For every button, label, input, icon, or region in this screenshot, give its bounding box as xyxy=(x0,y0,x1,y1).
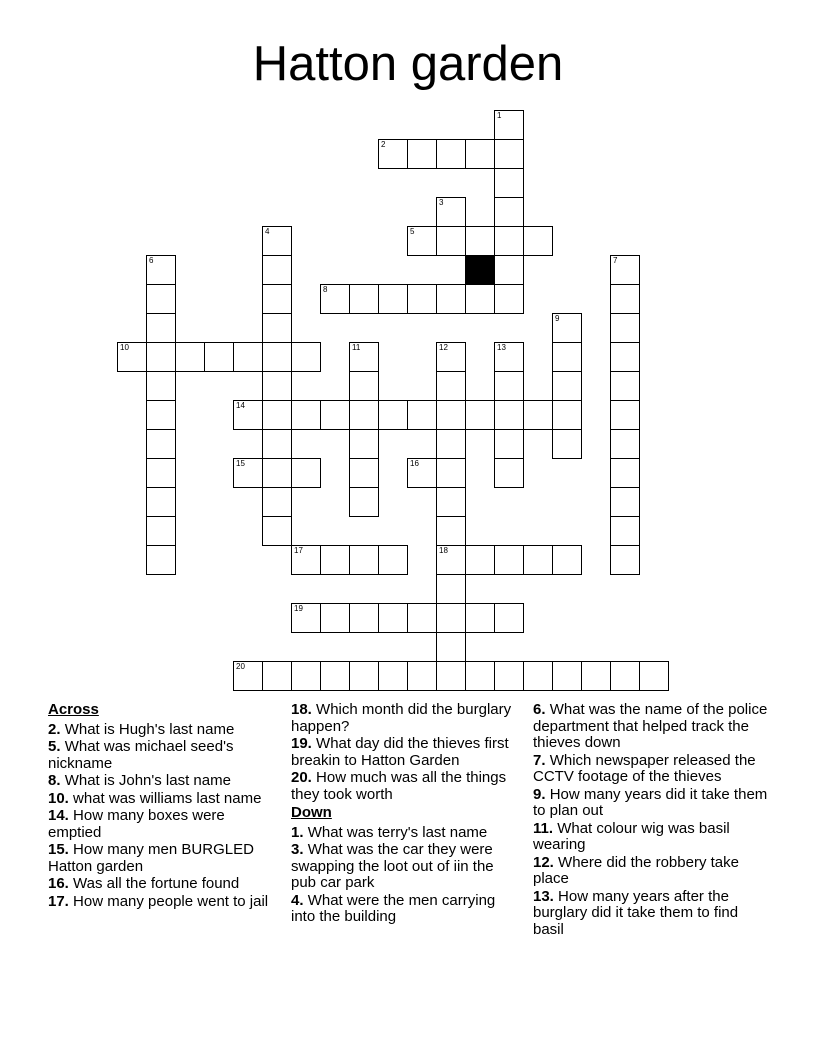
grid-cell[interactable] xyxy=(436,139,466,169)
grid-cell[interactable] xyxy=(436,603,466,633)
grid-cell[interactable] xyxy=(146,545,176,575)
grid-cell[interactable] xyxy=(349,661,379,691)
grid-cell[interactable] xyxy=(146,371,176,401)
grid-cell[interactable] xyxy=(494,139,524,169)
cell-number: 11 xyxy=(352,343,361,352)
grid-cell[interactable] xyxy=(233,400,263,430)
grid-cell[interactable] xyxy=(494,110,524,140)
grid-cell[interactable] xyxy=(552,313,582,343)
cell-number: 18 xyxy=(439,546,448,555)
grid-cell[interactable] xyxy=(610,400,640,430)
grid-cell[interactable] xyxy=(465,284,495,314)
clue-across-8: 8. What is John's last name xyxy=(48,772,231,789)
grid-cell[interactable] xyxy=(465,661,495,691)
grid-cell[interactable] xyxy=(523,661,553,691)
grid-cell[interactable] xyxy=(349,342,379,372)
grid-cell[interactable] xyxy=(146,516,176,546)
grid-cell[interactable] xyxy=(349,545,379,575)
grid-cell[interactable] xyxy=(262,661,292,691)
grid-cell[interactable] xyxy=(523,226,553,256)
grid-cell[interactable] xyxy=(262,226,292,256)
grid-cell[interactable] xyxy=(494,458,524,488)
grid-cell[interactable] xyxy=(291,400,321,430)
grid-cell[interactable] xyxy=(349,603,379,633)
grid-cell[interactable] xyxy=(349,371,379,401)
grid-cell[interactable] xyxy=(407,661,437,691)
grid-cell[interactable] xyxy=(146,313,176,343)
grid-cell[interactable] xyxy=(262,458,292,488)
cell-number: 15 xyxy=(236,459,245,468)
cell-number: 2 xyxy=(381,140,386,149)
grid-cell[interactable] xyxy=(494,284,524,314)
grid-cell[interactable] xyxy=(291,458,321,488)
clue-down-12: 12. Where did the robbery take place xyxy=(533,853,739,887)
grid-cell[interactable] xyxy=(494,371,524,401)
grid-cell[interactable] xyxy=(262,487,292,517)
grid-cell[interactable] xyxy=(436,545,466,575)
grid-cell[interactable] xyxy=(610,313,640,343)
grid-cell[interactable] xyxy=(146,342,176,372)
clue-across-14: 14. How many boxes were emptied xyxy=(48,807,225,841)
grid-cell[interactable] xyxy=(465,226,495,256)
grid-cell[interactable] xyxy=(262,255,292,285)
grid-cell[interactable] xyxy=(378,284,408,314)
grid-cell[interactable] xyxy=(436,661,466,691)
grid-cell[interactable] xyxy=(610,429,640,459)
grid-cell[interactable] xyxy=(262,371,292,401)
grid-cell[interactable] xyxy=(291,603,321,633)
grid-cell[interactable] xyxy=(117,342,147,372)
grid-cell[interactable] xyxy=(494,429,524,459)
grid-cell[interactable] xyxy=(552,661,582,691)
grid-cell[interactable] xyxy=(465,400,495,430)
grid-cell[interactable] xyxy=(146,400,176,430)
grid-cell[interactable] xyxy=(262,516,292,546)
grid-cell[interactable] xyxy=(523,400,553,430)
grid-cell[interactable] xyxy=(610,371,640,401)
grid-cell[interactable] xyxy=(436,342,466,372)
grid-cell[interactable] xyxy=(494,545,524,575)
grid-cell[interactable] xyxy=(204,342,234,372)
grid-cell[interactable] xyxy=(494,342,524,372)
grid-cell[interactable] xyxy=(407,226,437,256)
grid-cell[interactable] xyxy=(436,226,466,256)
cell-number: 7 xyxy=(613,256,618,265)
clue-across-5: 5. What was michael seed's nickname xyxy=(48,738,234,772)
grid-cell[interactable] xyxy=(349,429,379,459)
grid-cell[interactable] xyxy=(610,284,640,314)
clue-across-16: 16. Was all the fortune found xyxy=(48,875,240,892)
grid-cell[interactable] xyxy=(436,429,466,459)
grid-cell[interactable] xyxy=(146,255,176,285)
clue-across-15: 15. How many men BURGLED Hatton garden xyxy=(48,841,254,875)
grid-cell[interactable] xyxy=(552,400,582,430)
grid-cell[interactable] xyxy=(552,545,582,575)
cell-number: 3 xyxy=(439,198,444,207)
clue-down-7: 7. Which newspaper released the CCTV footage of the thieves xyxy=(533,751,756,785)
grid-cell[interactable] xyxy=(349,458,379,488)
grid-cell[interactable] xyxy=(378,400,408,430)
clue-down-11: 11. What colour wig was basil wearing xyxy=(533,819,730,853)
grid-cell[interactable] xyxy=(320,545,350,575)
clue-across-19: 19. What day did the thieves first breakin to Hatton Garden xyxy=(291,735,509,769)
grid-cell[interactable] xyxy=(378,603,408,633)
clue-down-4: 4. What were the men carrying into the building xyxy=(291,891,496,925)
grid-cell[interactable] xyxy=(320,661,350,691)
puzzle-title: Hatton garden xyxy=(252,37,564,91)
clue-down-13: 13. How many years after the burglary did it take them to find basil xyxy=(533,887,739,938)
down-heading: Down xyxy=(291,804,332,821)
grid-cell[interactable] xyxy=(378,661,408,691)
blocked-cell xyxy=(465,255,495,285)
grid-cell[interactable] xyxy=(523,545,553,575)
grid-cell[interactable] xyxy=(552,371,582,401)
clue-down-9: 9. How many years did it take them to plan out xyxy=(533,785,768,819)
grid-cell[interactable] xyxy=(610,255,640,285)
grid-cell[interactable] xyxy=(407,400,437,430)
clues-column-2 xyxy=(291,702,521,927)
grid-cell[interactable] xyxy=(233,661,263,691)
cell-number: 17 xyxy=(294,546,303,555)
clues-column-1 xyxy=(48,702,280,911)
grid-cell[interactable] xyxy=(436,574,466,604)
grid-cell[interactable] xyxy=(233,342,263,372)
cell-number: 14 xyxy=(236,401,245,410)
grid-cell[interactable] xyxy=(407,458,437,488)
grid-cell[interactable] xyxy=(610,487,640,517)
grid-cell[interactable] xyxy=(494,400,524,430)
grid-cell[interactable] xyxy=(436,197,466,227)
grid-cell[interactable] xyxy=(465,603,495,633)
clue-across-20: 20. How much was all the things they took worth xyxy=(291,769,507,803)
grid-cell[interactable] xyxy=(349,284,379,314)
grid-cell[interactable] xyxy=(436,516,466,546)
grid-cell[interactable] xyxy=(552,429,582,459)
grid-cell[interactable] xyxy=(610,342,640,372)
cell-number: 16 xyxy=(410,459,419,468)
cell-number: 20 xyxy=(236,662,245,671)
grid-cell[interactable] xyxy=(610,545,640,575)
cell-number: 8 xyxy=(323,285,328,294)
grid-cell[interactable] xyxy=(291,545,321,575)
grid-cell[interactable] xyxy=(552,342,582,372)
clue-across-10: 10. what was williams last name xyxy=(48,789,262,807)
grid-cell[interactable] xyxy=(146,487,176,517)
clues-column-3 xyxy=(533,702,769,939)
grid-cell[interactable] xyxy=(494,255,524,285)
grid-cell[interactable] xyxy=(233,458,263,488)
clue-across-17: 17. How many people went to jail xyxy=(48,892,269,910)
grid-cell[interactable] xyxy=(436,400,466,430)
clue-down-3: 3. What was the car they were swapping the loot out of iin the pub car park xyxy=(291,841,494,891)
grid-cell[interactable] xyxy=(494,661,524,691)
grid-cell[interactable] xyxy=(146,458,176,488)
grid-cell[interactable] xyxy=(349,487,379,517)
clue-across-2: 2. What is Hugh's last name xyxy=(48,720,235,738)
grid-cell[interactable] xyxy=(494,168,524,198)
cell-number: 12 xyxy=(439,343,448,352)
grid-cell[interactable] xyxy=(320,400,350,430)
grid-cell[interactable] xyxy=(465,139,495,169)
grid-cell[interactable] xyxy=(407,139,437,169)
grid-cell[interactable] xyxy=(262,429,292,459)
grid-cell[interactable] xyxy=(494,226,524,256)
grid-cell[interactable] xyxy=(262,342,292,372)
clue-across-18: 18. Which month did the burglary happen? xyxy=(291,701,512,735)
grid-cell[interactable] xyxy=(262,313,292,343)
grid-cell[interactable] xyxy=(349,400,379,430)
grid-cell[interactable] xyxy=(146,429,176,459)
clue-down-6: 6. What was the name of the police department that helped track the thieves down xyxy=(533,701,768,751)
grid-cell[interactable] xyxy=(436,458,466,488)
cell-number: 10 xyxy=(120,343,129,352)
grid-cell[interactable] xyxy=(175,342,205,372)
grid-cell[interactable] xyxy=(407,284,437,314)
cell-number: 13 xyxy=(497,343,506,352)
grid-cell[interactable] xyxy=(320,603,350,633)
grid-cell[interactable] xyxy=(436,632,466,662)
grid-cell[interactable] xyxy=(581,661,611,691)
grid-cell[interactable] xyxy=(610,516,640,546)
grid-cell[interactable] xyxy=(639,661,669,691)
grid-cell[interactable] xyxy=(378,545,408,575)
cell-number: 9 xyxy=(555,314,560,323)
grid-cell[interactable] xyxy=(291,342,321,372)
grid-cell[interactable] xyxy=(407,603,437,633)
cell-number: 6 xyxy=(149,256,154,265)
grid-cell[interactable] xyxy=(494,603,524,633)
grid-cell[interactable] xyxy=(262,284,292,314)
grid-cell[interactable] xyxy=(610,458,640,488)
cell-number: 19 xyxy=(294,604,303,613)
grid-cell[interactable] xyxy=(494,197,524,227)
cell-number: 1 xyxy=(497,111,502,120)
grid-cell[interactable] xyxy=(436,487,466,517)
grid-cell[interactable] xyxy=(320,284,350,314)
cell-number: 5 xyxy=(410,227,415,236)
across-heading: Across xyxy=(48,701,99,718)
cell-number: 4 xyxy=(265,227,270,236)
grid-cell[interactable] xyxy=(436,284,466,314)
grid-cell[interactable] xyxy=(465,545,495,575)
grid-cell[interactable] xyxy=(291,661,321,691)
grid-cell[interactable] xyxy=(436,371,466,401)
grid-cell[interactable] xyxy=(610,661,640,691)
clue-down-1: 1. What was terry's last name xyxy=(291,823,488,841)
grid-cell[interactable] xyxy=(378,139,408,169)
grid-cell[interactable] xyxy=(146,284,176,314)
grid-cell[interactable] xyxy=(262,400,292,430)
